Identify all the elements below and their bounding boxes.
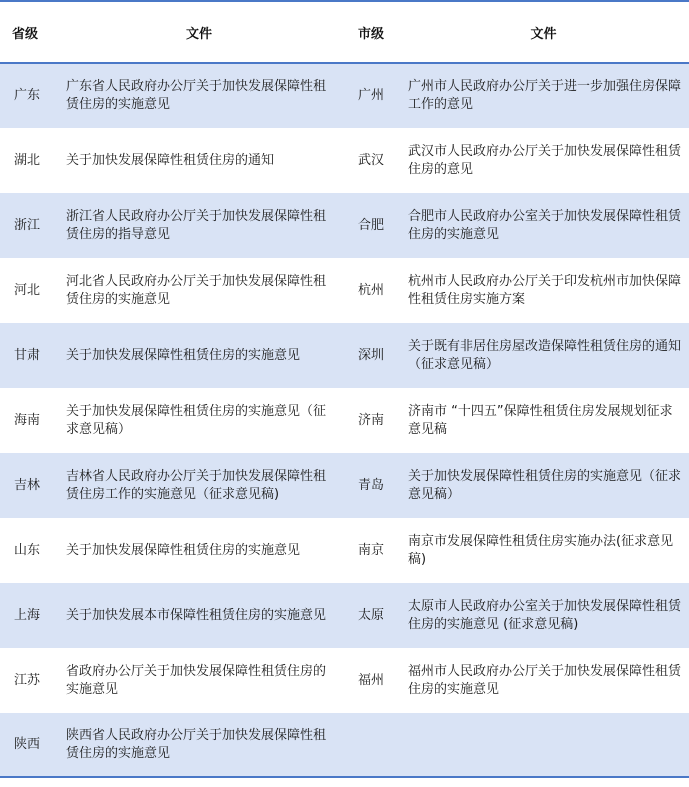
table-row (0, 193, 689, 258)
province-doc-cell: 河北省人民政府办公厅关于加快发展保障性租赁住房的实施意见 (66, 273, 327, 307)
province-cell: 海南 (13, 412, 40, 428)
province-cell: 浙江 (13, 217, 40, 233)
city-cell (344, 713, 398, 777)
city-doc-cell: 福州市人民政府办公厅关于加快发展保障性租赁住房的实施意见 (408, 663, 682, 697)
province-cell: 山东 (13, 542, 40, 558)
province-cell: 江苏 (13, 672, 40, 688)
province-doc-cell: 关于加快发展保障性租赁住房的实施意见 (66, 542, 301, 558)
city-doc-cell: 合肥市人民政府办公室关于加快发展保障性租赁住房的实施意见 (408, 208, 682, 242)
city-cell: 青岛 (357, 477, 384, 493)
province-doc-cell: 关于加快发展本市保障性租赁住房的实施意见 (66, 607, 327, 623)
header-row (0, 1, 689, 63)
city-doc-cell (398, 713, 689, 777)
header-province-doc: 文件 (54, 1, 344, 63)
city-cell: 深圳 (357, 347, 384, 363)
province-cell: 陕西 (13, 736, 40, 752)
table-row (0, 63, 689, 128)
province-doc-cell: 关于加快发展保障性租赁住房的通知 (66, 152, 275, 168)
province-cell: 湖北 (13, 152, 40, 168)
province-doc-cell: 省政府办公厅关于加快发展保障性租赁住房的实施意见 (66, 663, 327, 697)
city-doc-cell: 关于既有非居住房屋改造保障性租赁住房的通知（征求意见稿） (408, 338, 682, 372)
header-province: 省级 (0, 1, 54, 63)
city-cell: 杭州 (357, 282, 384, 298)
province-doc-cell: 陕西省人民政府办公厅关于加快发展保障性租赁住房的实施意见 (66, 727, 327, 761)
city-doc-cell: 杭州市人民政府办公厅关于印发杭州市加快保障性租赁住房实施方案 (408, 273, 682, 307)
city-doc-cell: 广州市人民政府办公厅关于进一步加强住房保障工作的意见 (408, 79, 682, 112)
table-body (0, 63, 689, 777)
province-doc-cell: 关于加快发展保障性租赁住房的实施意见（征求意见稿） (66, 403, 327, 437)
province-cell: 吉林 (13, 477, 40, 493)
city-doc-cell: 武汉市人民政府办公厅关于加快发展保障性租赁住房的意见 (408, 143, 682, 177)
table-row (0, 713, 689, 777)
city-cell: 福州 (357, 672, 384, 688)
city-cell: 太原 (357, 607, 384, 623)
table-row (0, 388, 689, 453)
table-header (0, 1, 689, 63)
table-row (0, 648, 689, 713)
city-doc-cell: 太原市人民政府办公室关于加快发展保障性租赁住房的实施意见 (征求意见稿) (408, 598, 682, 632)
city-cell: 济南 (357, 412, 384, 428)
province-cell: 河北 (13, 282, 40, 298)
city-cell: 合肥 (357, 217, 384, 233)
province-cell: 甘肃 (13, 347, 40, 363)
province-doc-cell: 浙江省人民政府办公厅关于加快发展保障性租赁住房的指导意见 (66, 208, 327, 242)
province-doc-cell: 关于加快发展保障性租赁住房的实施意见 (66, 347, 301, 363)
table-row (0, 258, 689, 323)
header-city-doc: 文件 (398, 1, 689, 63)
province-doc-cell: 吉林省人民政府办公厅关于加快发展保障性租赁住房工作的实施意见（征求意见稿) (66, 468, 327, 502)
city-doc-cell: 关于加快发展保障性租赁住房的实施意见（征求意见稿） (408, 468, 682, 502)
city-doc-cell: 南京市发展保障性租赁住房实施办法(征求意见稿) (408, 533, 674, 567)
province-doc-cell: 广东省人民政府办公厅关于加快发展保障性租赁住房的实施意见 (66, 79, 327, 112)
table-row (0, 453, 689, 518)
table-row (0, 323, 689, 388)
city-cell: 武汉 (357, 152, 384, 168)
province-cell: 上海 (13, 607, 40, 623)
table-row (0, 128, 689, 193)
header-city: 市级 (344, 1, 398, 63)
city-cell: 广州 (357, 88, 384, 103)
table-row (0, 518, 689, 583)
city-cell: 南京 (357, 542, 384, 558)
city-doc-cell: 济南市 “十四五”保障性租赁住房发展规划征求意见稿 (408, 403, 673, 437)
table-row (0, 583, 689, 648)
province-cell: 广东 (13, 88, 40, 103)
